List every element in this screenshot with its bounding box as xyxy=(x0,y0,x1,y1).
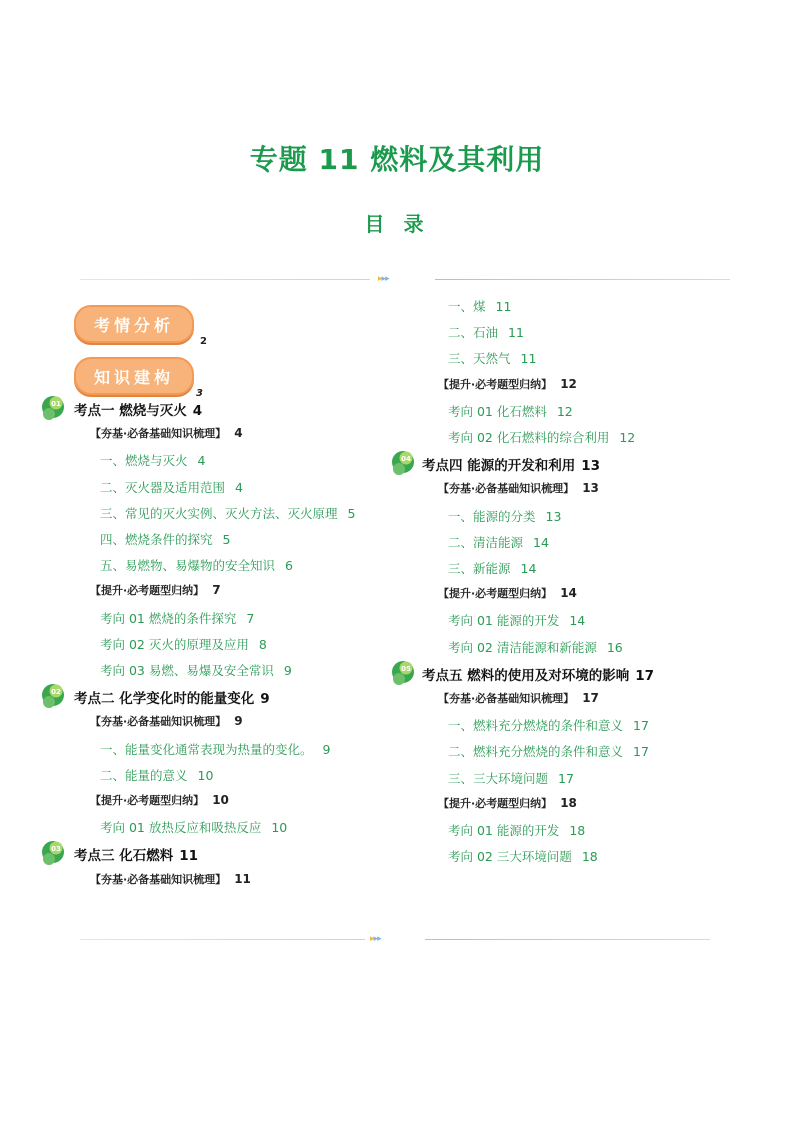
toc-entry-page: 4 xyxy=(234,426,243,441)
toc-entry[interactable] xyxy=(422,664,654,684)
toc-entry[interactable] xyxy=(448,533,549,551)
toc-entry-label: 【夯基·必备基础知识梳理】 xyxy=(90,715,227,729)
toc-entry[interactable] xyxy=(448,821,585,839)
toc-entry-label: 考向 02 化石燃料的综合利用 xyxy=(448,430,610,445)
toc-entry-label: 【提升·必考题型归纳】 xyxy=(438,796,553,810)
toc-entry-page: 13 xyxy=(582,481,599,496)
toc-entry[interactable] xyxy=(438,480,599,496)
toc-entry[interactable] xyxy=(74,844,198,864)
kaoqing-badge-label: 考情分析 xyxy=(93,315,174,335)
toc-entry[interactable] xyxy=(448,402,573,420)
svg-text:05: 05 xyxy=(401,664,411,673)
toc-entry[interactable] xyxy=(74,399,202,419)
toc-entry-page: 14 xyxy=(533,534,549,550)
bottom-divider xyxy=(80,935,710,945)
toc-entry-page: 10 xyxy=(197,767,214,783)
toc-entry[interactable] xyxy=(100,451,205,469)
toc-entry-label: 考向 01 放热反应和吸热反应 xyxy=(100,820,262,836)
toc-entry-label: 二、能量的意义 xyxy=(100,767,188,783)
toc-entry-label: 【提升·必考题型归纳】 xyxy=(90,794,205,807)
toc-entry-label: 二、燃料充分燃烧的条件和意义 xyxy=(448,744,624,760)
toc-entry[interactable] xyxy=(100,661,292,679)
toc-entry-label: 考向 02 三大环境问题 xyxy=(448,849,572,865)
toc-entry[interactable] xyxy=(90,871,251,887)
toc-entry-page: 14 xyxy=(520,561,537,576)
toc-entry-page: 12 xyxy=(556,403,573,419)
toc-entry-label: 考向 01 化石燃料 xyxy=(448,403,547,419)
svg-text:04: 04 xyxy=(401,455,411,464)
arrow-divider-icon: ▸▸▸ xyxy=(370,934,381,944)
toc-entry-label: 三、新能源 xyxy=(448,561,511,576)
toc-entry-label: 考点四 能源的开发和利用 xyxy=(422,458,576,475)
toc-entry-label: 考点一 燃烧与灭火 xyxy=(74,403,187,419)
toc-entry[interactable] xyxy=(438,795,577,811)
page-title: 专题 11 燃料及其利用 xyxy=(249,143,545,176)
toc-entry-label: 一、燃料充分燃烧的条件和意义 xyxy=(448,718,624,734)
toc-entry-page: 17 xyxy=(635,667,654,684)
toc-heading: 目 录 xyxy=(364,212,430,236)
kaoqing-badge[interactable] xyxy=(74,305,194,343)
toc-entry[interactable] xyxy=(100,635,267,653)
toc-entry-page: 9 xyxy=(322,741,331,757)
toc-entry-label: 考向 01 能源的开发 xyxy=(448,613,560,629)
svg-text:01: 01 xyxy=(51,400,61,408)
toc-entry-page: 13 xyxy=(581,458,600,475)
toc-entry[interactable] xyxy=(448,638,623,656)
toc-entry-label: 考向 03 易燃、易爆及安全常识 xyxy=(100,663,274,678)
toc-entry[interactable] xyxy=(74,687,270,707)
toc-entry-label: 一、能量变化通常表现为热量的变化。 xyxy=(100,741,313,757)
toc-entry-label: 一、能源的分类 xyxy=(448,508,536,524)
toc-entry-page: 5 xyxy=(222,532,231,547)
toc-entry[interactable] xyxy=(448,716,649,734)
zhishi-badge[interactable] xyxy=(74,357,194,395)
toc-entry[interactable] xyxy=(448,507,561,525)
toc-entry-page: 12 xyxy=(560,376,577,391)
toc-entry[interactable] xyxy=(448,428,635,446)
toc-entry[interactable] xyxy=(90,792,229,808)
toc-entry-page: 10 xyxy=(271,820,288,836)
toc-entry-page: 11 xyxy=(495,299,512,314)
toc-entry[interactable] xyxy=(100,556,293,574)
toc-entry-label: 【夯基·必备基础知识梳理】 xyxy=(438,692,575,705)
toc-entry-page: 10 xyxy=(212,793,229,807)
toc-entry-page: 6 xyxy=(285,558,293,574)
toc-entry[interactable] xyxy=(448,769,574,787)
toc-entry-page: 11 xyxy=(520,351,537,367)
toc-entry-page: 7 xyxy=(246,610,255,626)
toc-entry-label: 考点五 燃料的使用及对环境的影响 xyxy=(422,667,630,684)
arrow-divider-icon: ▸▸▸ xyxy=(378,274,389,284)
toc-entry[interactable] xyxy=(448,349,536,367)
toc-entry[interactable] xyxy=(448,559,536,577)
toc-entry[interactable] xyxy=(438,376,577,392)
toc-entry-label: 【夯基·必备基础知识梳理】 xyxy=(90,872,227,886)
toc-entry-page: 8 xyxy=(258,636,267,652)
toc-entry-label: 三、常见的灭火实例、灭火方法、灭火原理 xyxy=(100,505,338,521)
toc-entry-page: 17 xyxy=(633,744,649,760)
zhishi-page: 3 xyxy=(196,388,203,399)
toc-entry[interactable] xyxy=(90,713,243,729)
toc-entry-label: 考向 01 能源的开发 xyxy=(448,823,560,838)
section-number-icon xyxy=(390,448,414,472)
toc-entry-label: 【提升·必考题型归纳】 xyxy=(438,377,553,391)
toc-entry[interactable] xyxy=(90,582,221,598)
toc-entry-page: 17 xyxy=(582,691,599,705)
toc-entry-page: 14 xyxy=(569,613,586,629)
toc-entry-label: 一、燃烧与灭火 xyxy=(100,453,188,469)
section-number-icon xyxy=(40,838,64,862)
toc-entry-page: 16 xyxy=(606,639,623,655)
toc-entry-page: 4 xyxy=(197,453,206,469)
section-number-icon xyxy=(40,393,64,417)
toc-entry-label: 四、燃烧条件的探究 xyxy=(100,532,213,547)
toc-entry-label: 一、煤 xyxy=(448,299,486,314)
top-divider xyxy=(80,275,730,285)
section-number-icon xyxy=(40,681,64,705)
zhishi-badge-label: 知识建构 xyxy=(93,367,174,387)
toc-entry-label: 【提升·必考题型归纳】 xyxy=(90,584,205,598)
toc-entry-page: 18 xyxy=(569,823,586,838)
toc-entry-label: 考向 02 灭火的原理及应用 xyxy=(100,636,249,652)
toc-entry-label: 二、石油 xyxy=(448,325,499,341)
toc-entry-page: 7 xyxy=(212,583,221,598)
toc-entry[interactable] xyxy=(438,585,577,601)
toc-entry[interactable] xyxy=(438,690,599,706)
toc-entry-page: 17 xyxy=(558,770,574,786)
toc-entry-page: 5 xyxy=(347,505,356,521)
toc-entry-page: 4 xyxy=(192,403,203,419)
toc-entry-label: 【夯基·必备基础知识梳理】 xyxy=(90,427,227,441)
toc-entry-label: 考向 02 清洁能源和新能源 xyxy=(448,639,597,655)
svg-text:02: 02 xyxy=(51,688,61,697)
toc-entry-label: 【提升·必考题型归纳】 xyxy=(438,587,553,601)
toc-entry[interactable] xyxy=(422,454,600,474)
toc-entry[interactable] xyxy=(448,297,511,315)
toc-entry-page: 17 xyxy=(633,718,649,734)
toc-entry[interactable] xyxy=(100,504,355,522)
toc-entry-label: 【夯基·必备基础知识梳理】 xyxy=(438,482,575,496)
toc-entry[interactable] xyxy=(100,478,243,496)
toc-entry-label: 三、天然气 xyxy=(448,351,511,367)
toc-entry-label: 二、清洁能源 xyxy=(448,534,524,550)
toc-entry[interactable] xyxy=(100,609,254,627)
toc-entry-page: 14 xyxy=(560,586,577,601)
toc-entry-page: 4 xyxy=(235,479,243,495)
toc-entry[interactable] xyxy=(90,425,243,441)
toc-entry[interactable] xyxy=(100,818,287,836)
toc-entry-label: 考向 01 燃烧的条件探究 xyxy=(100,610,237,626)
toc-entry-label: 二、灭火器及适用范围 xyxy=(100,479,226,495)
section-number-icon xyxy=(390,658,414,682)
kaoqing-page: 2 xyxy=(200,336,207,347)
toc-entry-page: 11 xyxy=(508,325,524,341)
toc-entry-label: 三、三大环境问题 xyxy=(448,770,549,786)
toc-entry-page: 11 xyxy=(179,848,198,865)
toc-entry-page: 18 xyxy=(581,849,598,865)
toc-entry-page: 12 xyxy=(619,430,636,445)
toc-entry[interactable] xyxy=(100,530,230,548)
toc-entry-page: 9 xyxy=(283,663,292,678)
toc-entry[interactable] xyxy=(100,740,330,758)
toc-entry-label: 考点二 化学变化时的能量变化 xyxy=(74,691,255,708)
svg-text:03: 03 xyxy=(51,845,61,854)
toc-entry[interactable] xyxy=(100,766,213,784)
toc-entry-label: 五、易燃物、易爆物的安全知识 xyxy=(100,558,276,574)
toc-entry[interactable] xyxy=(448,323,524,341)
toc-entry-page: 9 xyxy=(234,714,243,729)
toc-entry-page: 18 xyxy=(560,795,577,810)
toc-entry[interactable] xyxy=(448,742,649,760)
toc-entry-page: 13 xyxy=(545,508,562,524)
toc-entry[interactable] xyxy=(448,847,598,865)
toc-entry-page: 11 xyxy=(234,871,251,886)
toc-entry[interactable] xyxy=(448,611,585,629)
toc-entry-page: 9 xyxy=(260,691,270,708)
toc-entry-label: 考点三 化石燃料 xyxy=(74,848,174,865)
